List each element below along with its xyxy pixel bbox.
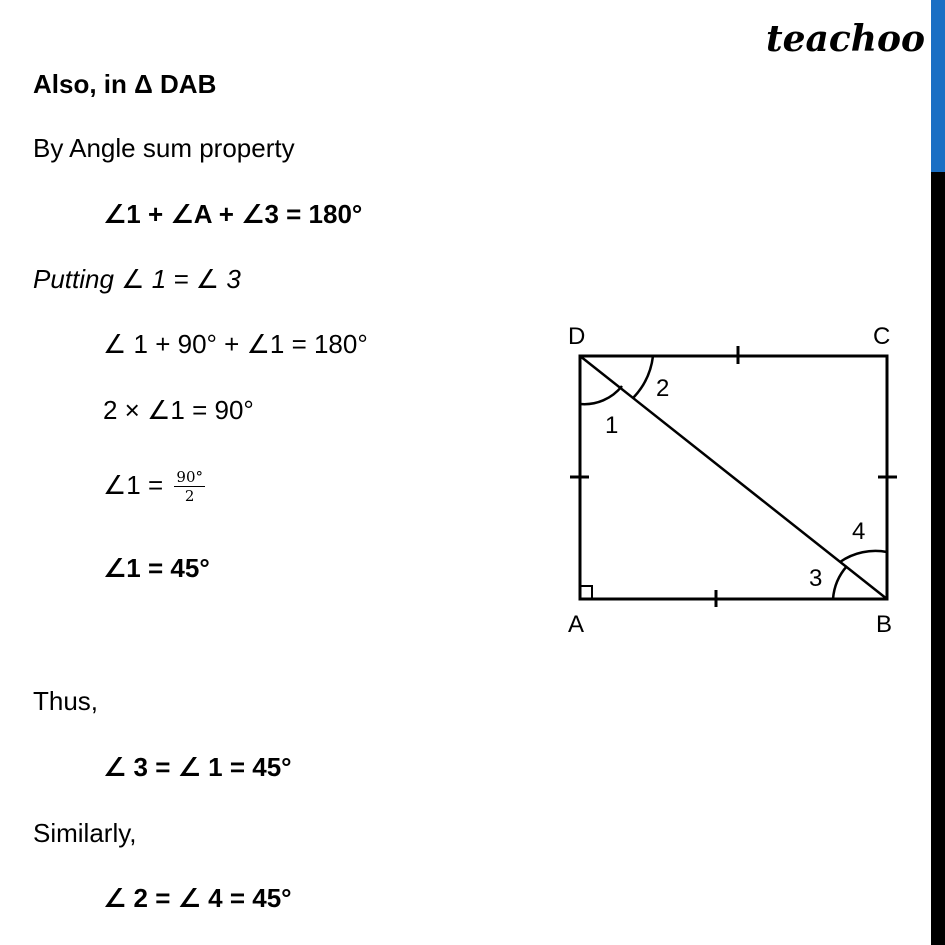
equation-angle-sum: ∠1 + ∠A + ∠3 = 180° <box>103 199 363 229</box>
heading-triangle-dab: Also, in Δ DAB <box>33 69 217 99</box>
result-angle-3: ∠ 3 = ∠ 1 = 45° <box>103 752 292 782</box>
fraction-numerator: 90° <box>176 468 203 486</box>
angle-4-label: 4 <box>852 518 866 545</box>
angle-3-label: 3 <box>809 565 823 592</box>
text-angle-sum-property: By Angle sum property <box>33 133 295 163</box>
vertex-b-label: B <box>876 611 893 638</box>
vertex-a-label: A <box>568 611 585 638</box>
teachoo-logo: teachoo <box>766 18 925 60</box>
fraction-prefix: ∠1 = <box>103 469 171 500</box>
text-similarly: Similarly, <box>33 818 137 848</box>
text-putting: Putting ∠ 1 = ∠ 3 <box>33 264 241 294</box>
vertex-d-label: D <box>568 323 586 350</box>
fraction-denominator: 2 <box>184 487 195 505</box>
equation-double-angle: 2 × ∠1 = 90° <box>103 395 254 425</box>
angle-2-label: 2 <box>656 375 670 402</box>
result-angle-1: ∠1 = 45° <box>103 553 210 583</box>
angle-1-label: 1 <box>605 412 619 439</box>
vertex-c-label: C <box>873 323 891 350</box>
text-thus: Thus, <box>33 686 99 716</box>
result-angle-2-4: ∠ 2 = ∠ 4 = 45° <box>103 883 292 913</box>
equation-substituted: ∠ 1 + 90° + ∠1 = 180° <box>103 329 368 359</box>
